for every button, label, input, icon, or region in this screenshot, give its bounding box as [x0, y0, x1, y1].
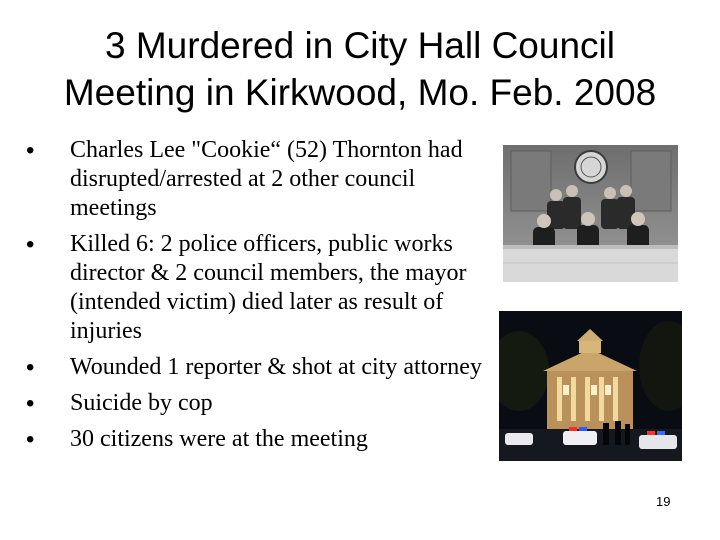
council-members-photo [503, 145, 678, 282]
page-number: 19 [656, 494, 671, 509]
bullet-item [26, 230, 496, 346]
bullet-text: 30 citizens were at the meeting [70, 426, 368, 452]
bullet-text: Suicide by cop [70, 390, 213, 416]
title-line-2: Meeting in Kirkwood, Mo. Feb. 2008 [63, 72, 657, 113]
bullet-text: Wounded 1 reporter & shot at city attorney [70, 354, 482, 380]
bullet-icon: • [26, 231, 35, 258]
bullet-item [26, 136, 496, 223]
bullet-icon: • [26, 426, 35, 453]
city-hall-night-scene [499, 311, 682, 461]
bullet-item [26, 389, 496, 418]
slide-title [30, 22, 690, 116]
bullet-item [26, 425, 496, 454]
bullet-icon: • [26, 390, 35, 417]
bullet-item [26, 353, 496, 382]
bullet-icon: • [26, 354, 35, 381]
bullet-list [26, 136, 496, 461]
bullet-text: Killed 6: 2 police officers, public works director & 2 council members, the mayor (intended victim) died later as result of injuries [70, 231, 467, 344]
bullet-icon: • [26, 137, 35, 164]
title-line-1: 3 Murdered in City Hall Council [105, 25, 615, 66]
bullet-text: Charles Lee "Cookie“ (52) Thornton had disrupted/arrested at 2 other council meetings [70, 137, 463, 221]
